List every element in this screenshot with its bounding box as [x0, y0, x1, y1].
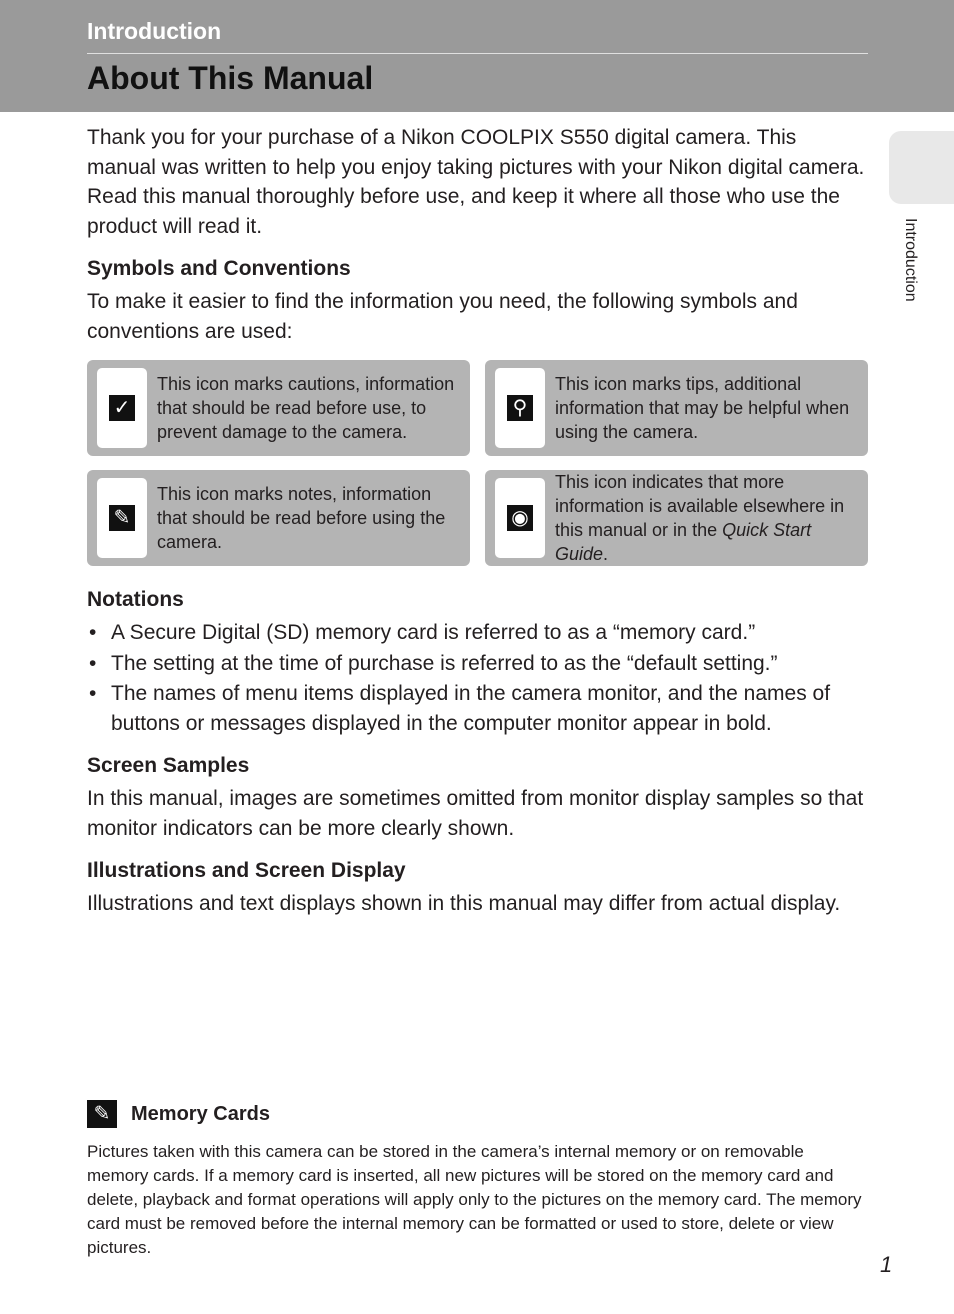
icon-box-reference: [485, 470, 868, 566]
notations-heading: Notations: [87, 588, 184, 611]
notations-list: [87, 618, 867, 738]
tips-icon: ⚲: [507, 395, 533, 421]
screen-samples-heading: Screen Samples: [87, 754, 250, 777]
side-tab: [889, 131, 954, 204]
list-item: • The names of menu items displayed in the camera monitor, and the names of buttons or messages displayed in the computer monitor appear in bold.: [87, 679, 867, 738]
icon-box-text: [555, 470, 858, 566]
icon-holder: [97, 478, 147, 558]
illustrations-text: Illustrations and text displays shown in this manual may differ from actual display.: [87, 892, 841, 915]
header-rule: [87, 53, 868, 54]
list-item: • A Secure Digital (SD) memory card is referred to as a “memory card.”: [87, 618, 867, 648]
memory-cards-heading: Memory Cards: [131, 1102, 270, 1125]
icon-holder: [495, 368, 545, 448]
reference-eye-icon: ◉: [507, 505, 533, 531]
reference-text-end: .: [603, 544, 609, 564]
symbols-text: To make it easier to find the information you need, the following symbols and conventions are used:: [87, 290, 798, 343]
icon-box-caution: [87, 360, 470, 456]
reference-text: This icon indicates that more information is available elsewhere in this manual or in the: [555, 472, 845, 540]
symbols-heading: Symbols and Conventions: [87, 257, 351, 280]
page-title: About This Manual: [87, 60, 374, 96]
illustrations-heading: Illustrations and Screen Display: [87, 859, 406, 882]
icon-legend-grid: [87, 360, 867, 566]
section-label: Introduction: [87, 18, 222, 44]
icon-box-text: This icon marks notes, information that should be read before using the camera.: [157, 484, 446, 552]
list-item: • The setting at the time of purchase is referred to as the “default setting.”: [87, 649, 867, 679]
icon-box-text: This icon marks cautions, information that should be read before use, to prevent damage to the camera.: [157, 374, 455, 442]
memory-cards-note: [87, 1100, 867, 1260]
notes-pencil-icon: ✎: [109, 505, 135, 531]
header-band: [0, 0, 954, 112]
side-tab-label: Introduction: [902, 218, 919, 302]
intro-paragraph: Thank you for your purchase of a Nikon COOLPIX S550 digital camera. This manual was written to help you enjoy taking pictures with your Nikon digital camera. Read this manual thoroughly before use, and keep it where all those who use the product will read it.: [87, 126, 865, 238]
icon-holder: [97, 368, 147, 448]
memory-cards-header: [87, 1100, 867, 1128]
caution-check-icon: ✓: [109, 395, 135, 421]
icon-box-text: This icon marks tips, additional information that may be helpful when using the camera.: [555, 374, 850, 442]
icon-box-tips: [485, 360, 868, 456]
screen-samples-text: In this manual, images are sometimes omitted from monitor display samples so that monitor indicators can be more clearly shown.: [87, 787, 864, 840]
notes-pencil-icon: ✎: [87, 1100, 117, 1128]
memory-cards-text: Pictures taken with this camera can be stored in the camera’s internal memory or on removable memory cards. If a memory card is inserted, all new pictures will be stored on the memory card and delete, playback and format operations will apply only to the pictures on the memory card. The memory card must be removed before the internal memory can be formatted or used to store, delete or view pictures.: [87, 1142, 862, 1257]
main-content: [87, 123, 867, 919]
icon-box-notes: [87, 470, 470, 566]
quick-start-guide-title: Quick Start Guide: [555, 520, 812, 564]
icon-holder: [495, 478, 545, 558]
page-number: 1: [880, 1252, 893, 1277]
